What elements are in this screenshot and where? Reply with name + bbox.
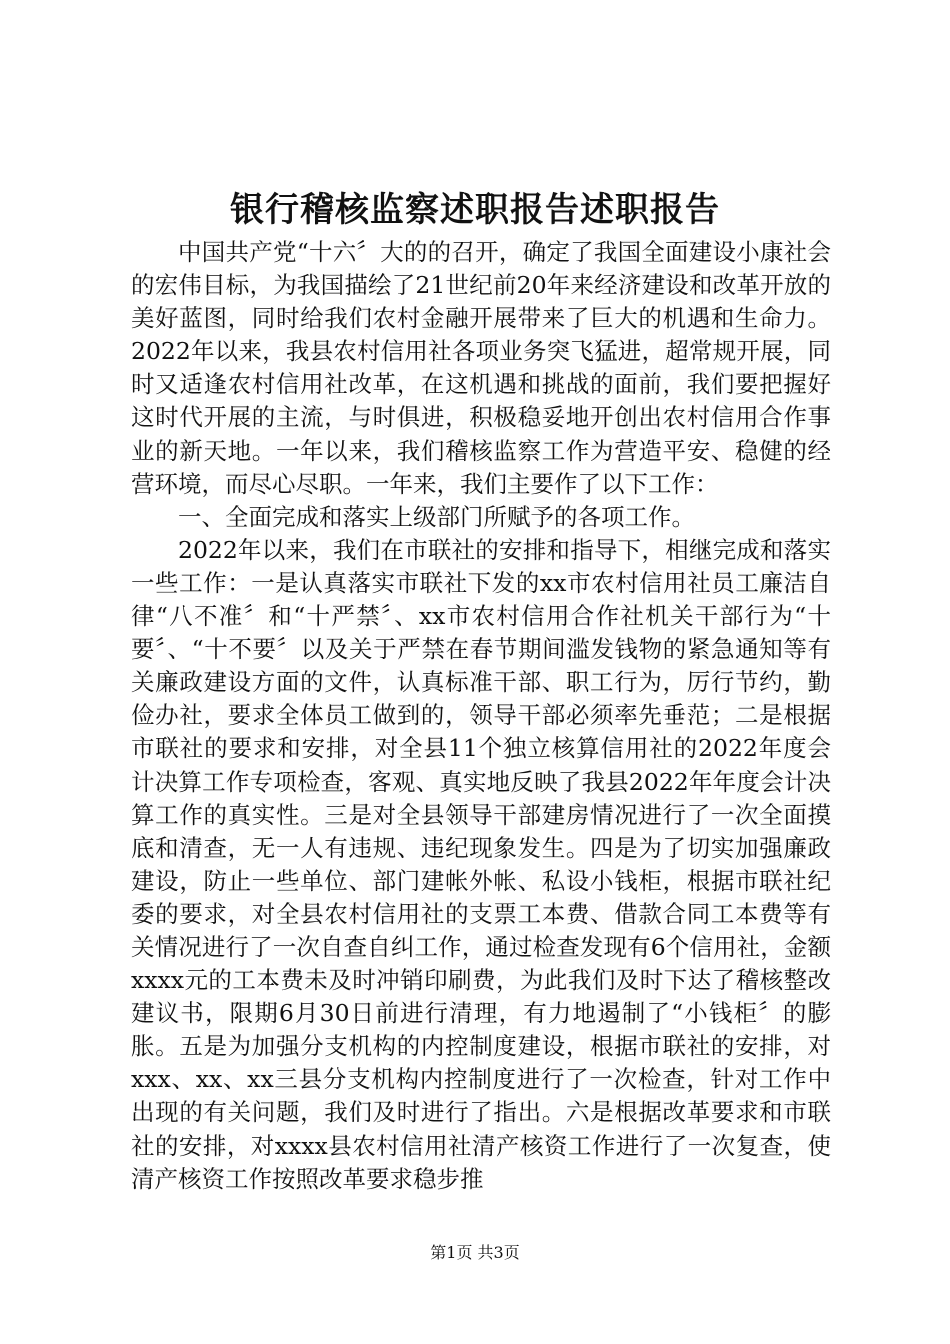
paragraph-intro: 中国共产党“十六〞大的的召开，确定了我国全面建设小康社会的宏伟目标，为我国描绘了21世纪前20年来经济建设和改革开放的美好蓝图，同时给我们农村金融开展带来了巨大的机遇和生命力。2022年以来，我县农村信用社各项业务突飞猛进，超常规开展，同时又适逢农村信用社改革，在这机遇和挑战的面前，我们要把握好这时代开展的主流，与时俱进，积极稳妥地开创出农村信用合作事业的新天地。一年以来，我们稽核监察工作为营造平安、稳健的经营环境，而尽心尽职。一年来，我们主要作了以下工作：	[131, 238, 831, 498]
document-body	[131, 236, 831, 1196]
document-title: 银行稽核监察述职报告述职报告	[230, 190, 720, 230]
paragraph-details: 2022年以来，我们在市联社的安排和指导下，相继完成和落实一些工作：一是认真落实市联社下发的xx市农村信用社员工廉洁自律“八不准〞和“十严禁〞、xx市农村信用合作社机关干部行为“十要〞、“十不要〞以及关于严禁在春节期间滥发钱物的紧急通知等有关廉政建设方面的文件，认真标准干部、职工行为，厉行节约，勤俭办社，要求全体员工做到的，领导干部必须率先垂范；二是根据市联社的要求和安排，对全县11个独立核算信用社的2022年度会计决算工作专项检查，客观、真实地反映了我县2022年年度会计决算工作的真实性。三是对全县领导干部建房情况进行了一次全面摸底和清查，无一人有违规、违纪现象发生。四是为了切实加强廉政建设，防止一些单位、部门建帐外帐、私设小钱柜，根据市联社纪委的要求，对全县农村信用社的支票工本费、借款合同工本费等有关情况进行了一次自查自纠工作，通过检查发现有6个信用社，金额xxxx元的工本费未及时冲销印刷费，为此我们及时下达了稽核整改建议书，限期6月30日前进行清理，有力地遏制了“小钱柜〞的膨胀。五是为加强分支机构的内控制度建设，根据市联社的安排，对xxx、xx、xx三县分支机构内控制度进行了一次检查，针对工作中出现的有关问题，我们及时进行了指出。六是根据改革要求和市联社的安排，对xxxx县农村信用社清产核资工作进行了一次复查，使清产核资工作按照改革要求稳步推	[131, 535, 831, 1193]
paragraph-section-heading: 一、全面完成和落实上级部门所赋予的各项工作。	[178, 502, 695, 531]
page-number-footer: 第1页 共3页	[430, 1243, 520, 1262]
